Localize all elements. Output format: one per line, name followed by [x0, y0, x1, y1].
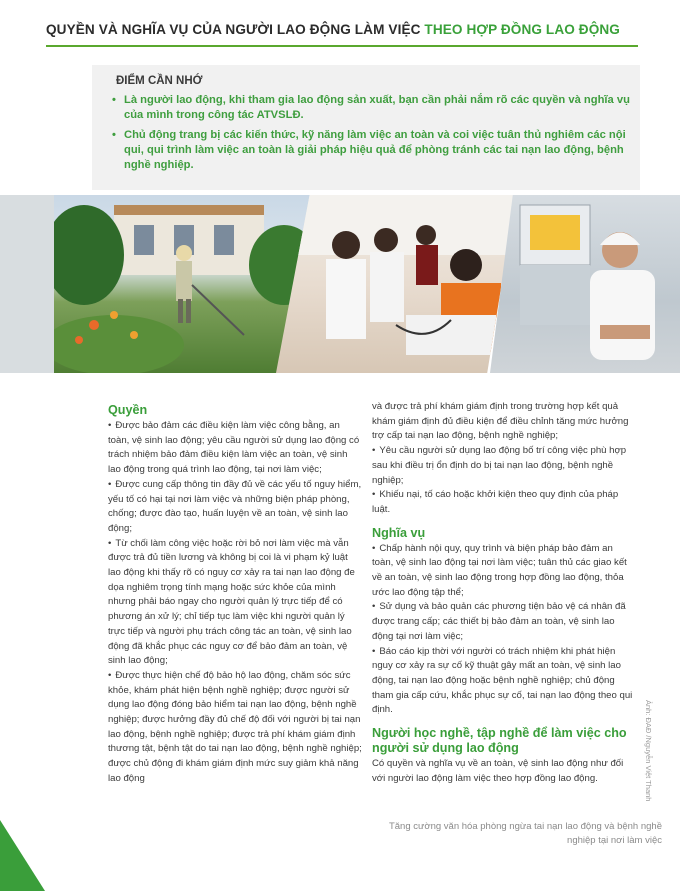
photo-gardener	[54, 195, 310, 373]
photo-strip	[0, 195, 680, 373]
title-bar	[0, 0, 680, 52]
duties-item: • Chấp hành nội quy, quy trình và biện pháp bảo đảm an toàn, vệ sinh lao động tại nơi làm việc; tuân thủ các giao kết về an toàn, vệ sinh lao động trong hợp đồng lao động, thỏa ước lao động tập thể;	[372, 542, 627, 598]
page-title	[46, 22, 620, 37]
key-point-item: • Chủ động trang bị các kiến thức, kỹ năng làm việc an toàn và coi việc tuân thủ nghiêm các nội qui, qui trình làm việc an toàn là giải pháp hiệu quả để phòng tránh các tai nạn lao động, bệnh nghề nghiệp.	[112, 128, 632, 173]
rights-item: • Yêu cầu người sử dụng lao động bố trí công việc phù hợp sau khi điều trị ổn định do bị tai nạn lao động, bệnh nghề nghiệp;	[372, 445, 627, 486]
apprentice-heading: Người học nghề, tập nghề để làm việc cho người sử dụng lao động	[372, 726, 627, 756]
page-caption: Tăng cường văn hóa phòng ngừa tai nạn lao động và bệnh nghề nghiệp tại nơi làm việc	[388, 821, 662, 846]
duties-heading: Nghĩa vụ	[372, 525, 426, 540]
rights-item: • Từ chối làm công việc hoặc rời bỏ nơi làm việc mà vẫn được trả đủ tiền lương và không bị coi là vi phạm kỷ luật lao động khi thấy rõ có nguy cơ xảy ra tai nạn lao động đe dọa nghiêm trọng tính mạng hoặc sức khỏe của mình nhưng phải báo ngay cho người quản lý trực tiếp để có phương án xử lý; chỉ tiếp tục làm việc khi người quản lý trực tiếp và người phụ trách công tác an toàn, vệ sinh lao động đã khắc phục các nguy cơ để bảo đảm an toàn, vệ sinh lao động;	[108, 537, 355, 667]
key-points-box	[92, 65, 640, 190]
rights-item: • Được bảo đảm các điều kiện làm việc công bằng, an toàn, vệ sinh lao động; yêu cầu người sử dụng lao động có trách nhiệm bảo đảm điều kiện làm việc an toàn, vệ sinh lao động trong quá trình lao động, tại nơi làm việc;	[108, 420, 360, 476]
health-check-scene	[276, 195, 516, 373]
key-points-heading: ĐIỂM CẦN NHỚ	[116, 75, 203, 87]
rights-heading: Quyền	[108, 403, 148, 417]
rights-item: • Được cung cấp thông tin đầy đủ về các yếu tố nguy hiểm, yếu tố có hại tại nơi làm việc và những biện pháp phòng, chống; được đào tạo, huấn luyện về an toàn, vệ sinh lao động;	[108, 478, 362, 534]
title-rule	[46, 45, 638, 47]
rights-item: • Được thực hiện chế độ bảo hộ lao động, chăm sóc sức khỏe, khám phát hiện bệnh nghề nghiệp; được người sử dụng lao động đóng bảo hiểm tai nạn lao động, bệnh nghề nghiệp; được hưởng đầy đủ chế độ đối với người bị tai nạn lao động, bệnh nghề nghiệp; được trả phí khám giám định thương tật, bệnh tật do tai nạn lao động, bệnh nghề nghiệp; được chủ động đi khám giám định mức suy giảm khả năng lao động	[108, 669, 362, 784]
apprentice-text: Có quyền và nghĩa vụ về an toàn, vệ sinh lao động như đối với người lao động làm việc theo hợp đồng lao động.	[372, 758, 624, 784]
key-point-item: • Là người lao động, khi tham gia lao động sản xuất, bạn cần phải nắm rõ các quyền và nghĩa vụ của mình trong công tác ATVSLĐ.	[112, 93, 632, 123]
corner-triangle	[0, 820, 60, 891]
rights-item: • Khiếu nại, tố cáo hoặc khởi kiện theo quy định của pháp luật.	[372, 489, 619, 515]
title-green-part: THEO HỢP ĐỒNG LAO ĐỘNG	[424, 22, 620, 37]
photo-edge	[0, 195, 54, 373]
box-left-margin	[0, 65, 92, 190]
factory-worker-scene	[490, 195, 680, 373]
photo-health-check	[276, 195, 516, 373]
key-points-list	[112, 93, 632, 178]
rights-continuation: và được trả phí khám giám định trong trường hợp kết quả khám giám định đủ điều kiện để điều chỉnh tăng mức hưởng trợ cấp tai nạn lao động, bệnh nghề nghiệp;	[372, 401, 629, 442]
title-dark-part: QUYỀN VÀ NGHĨA VỤ CỦA NGƯỜI LAO ĐỘNG LÀM VIỆC	[46, 22, 421, 37]
photo-factory-worker	[490, 195, 680, 373]
left-column	[108, 403, 362, 787]
gardener-scene	[54, 195, 310, 373]
photo-credit: Ảnh: ĐAĐ /Nguyễn Việt Thanh	[644, 700, 653, 802]
duties-item: • Sử dụng và bảo quản các phương tiện bảo vệ cá nhân đã được trang cấp; các thiết bị bảo đảm an toàn, vệ sinh lao động tại nơi làm việc;	[372, 601, 626, 642]
right-column	[372, 400, 634, 786]
duties-item: • Báo cáo kịp thời với người có trách nhiệm khi phát hiện nguy cơ xảy ra sự cố kỹ thuật gây mất an toàn, vệ sinh lao động, tai nạn lao động hoặc bệnh nghề nghiệp; chủ động tham gia cấp cứu, khắc phục sự cố, tai nạn lao động theo qui định.	[372, 645, 633, 716]
